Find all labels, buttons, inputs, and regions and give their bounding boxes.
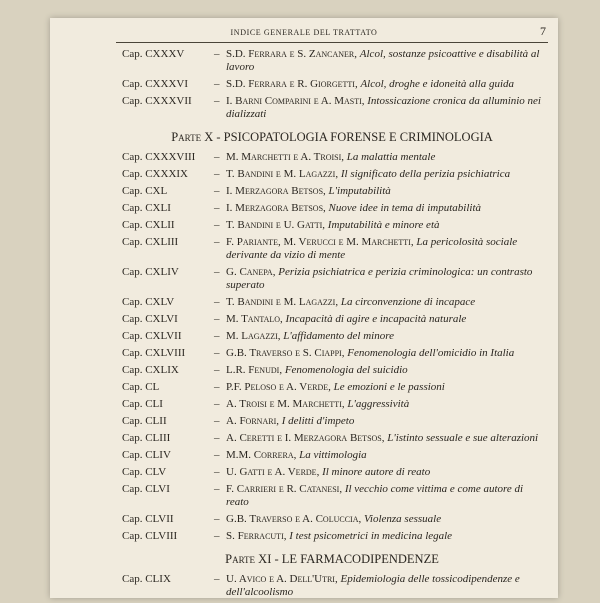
entry-body <box>226 151 542 164</box>
chapter-title: Alcol, sostanze psicoattive e disabilità al lavoro <box>226 48 540 73</box>
chapter-number: Cap. CL <box>122 381 160 393</box>
entry-comma: , <box>354 78 361 90</box>
toc-entry <box>122 483 542 509</box>
entry-dash: – <box>214 95 220 107</box>
chapter-title: Nuove idee in tema di imputabilità <box>328 202 481 214</box>
part-heading <box>122 553 542 566</box>
chapter-authors: S.D. Ferrara e S. Zancaner <box>226 48 355 60</box>
chapter-number: Cap. CLI <box>122 398 163 410</box>
chapter-number: Cap. CLVII <box>122 513 174 525</box>
chapter-title: Fenomenologia dell'omicidio in Italia <box>347 347 515 359</box>
chapter-authors: G.B. Traverso e A. Coluccia <box>226 513 359 525</box>
chapter-authors: U. Gatti e A. Verde <box>226 466 317 478</box>
toc-entry <box>122 330 542 343</box>
running-head: INDICE GENERALE DEL TRATTATO <box>230 28 378 37</box>
chapter-authors: I. Merzagora Betsos <box>226 185 324 197</box>
chapter-authors: I. Barni Comparini e A. Masti <box>226 95 362 107</box>
entry-dash: – <box>214 151 220 163</box>
toc-entry <box>122 168 542 181</box>
chapter-number: Cap. CXLII <box>122 219 175 231</box>
chapter-title: Imputabilità e minore età <box>327 219 440 231</box>
chapter-authors: M. Lagazzi <box>226 330 278 342</box>
toc-entry <box>122 449 542 462</box>
entry-body <box>226 415 542 428</box>
entry-dash: – <box>214 483 220 495</box>
entry-comma: , <box>283 530 290 542</box>
chapter-number: Cap. CLVI <box>122 483 170 495</box>
toc-entry <box>122 48 542 74</box>
chapter-authors: T. Bandini e M. Lagazzi <box>226 168 336 180</box>
entry-body <box>226 236 542 262</box>
chapter-title: Fenomenologia del suicidio <box>284 364 408 376</box>
chapter-authors: S.D. Ferrara e R. Giorgetti <box>226 78 355 90</box>
entry-body <box>226 78 542 91</box>
chapter-number: Cap. CLIX <box>122 573 171 585</box>
toc-entry <box>122 219 542 232</box>
chapter-title: Il vecchio come vittima e come autore di reato <box>226 483 524 508</box>
toc-entry <box>122 347 542 360</box>
header-rule <box>116 42 548 43</box>
entry-body <box>226 266 542 292</box>
chapter-number: Cap. CLIII <box>122 432 171 444</box>
chapter-title: L'istinto sessuale e sue alterazioni <box>387 432 539 444</box>
toc-entry <box>122 266 542 292</box>
entry-comma: , <box>328 381 334 393</box>
chapter-title: Perizia psichiatrica e perizia criminologica: un contrasto superato <box>226 266 533 291</box>
chapter-title: I delitti d'impeto <box>281 415 355 427</box>
entry-body <box>226 202 542 215</box>
entry-body <box>226 185 542 198</box>
table-of-contents <box>122 48 542 603</box>
chapter-title: L'imputabilità <box>328 185 391 197</box>
chapter-number: Cap. CXL <box>122 185 168 197</box>
chapter-number: Cap. CXLI <box>122 202 171 214</box>
entry-dash: – <box>214 432 220 444</box>
part-separator: - <box>213 130 224 144</box>
entry-comma: , <box>293 449 300 461</box>
chapter-number: Cap. CXLVIII <box>122 347 186 359</box>
entry-dash: – <box>214 364 220 376</box>
entry-comma: , <box>381 432 388 444</box>
toc-entry <box>122 573 542 599</box>
entry-dash: – <box>214 236 220 248</box>
part-title: LE FARMACODIPENDENZE <box>281 552 439 566</box>
entry-body <box>226 483 542 509</box>
toc-entry <box>122 202 542 215</box>
chapter-authors: A. Ceretti e I. Merzagora Betsos <box>226 432 382 444</box>
chapter-number: Cap. CXXXV <box>122 48 185 60</box>
part-title: PSICOPATOLOGIA FORENSE E CRIMINOLOGIA <box>223 130 493 144</box>
toc-entry <box>122 185 542 198</box>
chapter-authors: F. Pariante, M. Verucci e M. Marchetti <box>226 236 411 248</box>
chapter-number: Cap. CXLIV <box>122 266 179 278</box>
chapter-number: Cap. CXXXVII <box>122 95 192 107</box>
book-page <box>50 18 558 598</box>
entry-comma: , <box>323 185 329 197</box>
entry-body <box>226 219 542 232</box>
entry-comma: , <box>272 266 279 278</box>
entry-comma: , <box>358 513 364 525</box>
entry-body <box>226 466 542 479</box>
chapter-authors: G.B. Traverso e S. Ciappi <box>226 347 342 359</box>
entry-comma: , <box>410 236 417 248</box>
chapter-number: Cap. CXLVII <box>122 330 182 342</box>
toc-entry <box>122 398 542 411</box>
toc-entry <box>122 296 542 309</box>
entry-dash: – <box>214 185 220 197</box>
entry-comma: , <box>341 398 348 410</box>
chapter-title: L'affidamento del minore <box>283 330 394 342</box>
entry-body <box>226 296 542 309</box>
entry-dash: – <box>214 168 220 180</box>
toc-entry <box>122 236 542 262</box>
toc-entry <box>122 364 542 377</box>
entry-dash: – <box>214 202 220 214</box>
chapter-number: Cap. CXLV <box>122 296 175 308</box>
entry-body <box>226 573 542 599</box>
entry-body <box>226 330 542 343</box>
chapter-number: Cap. CLII <box>122 415 167 427</box>
toc-entry <box>122 381 542 394</box>
entry-comma: , <box>341 347 348 359</box>
chapter-authors: M. Tantalo <box>226 313 281 325</box>
entry-body <box>226 168 542 181</box>
page-number: 7 <box>540 24 546 38</box>
entry-body <box>226 48 542 74</box>
toc-entry <box>122 78 542 91</box>
entry-dash: – <box>214 513 220 525</box>
entry-comma: , <box>322 219 328 231</box>
part-label: Parte XI <box>225 552 272 566</box>
chapter-title: L'aggressività <box>347 398 410 410</box>
entry-dash: – <box>214 381 220 393</box>
entry-body <box>226 347 542 360</box>
entry-comma: , <box>335 168 341 180</box>
entry-dash: – <box>214 415 220 427</box>
part-heading <box>122 131 542 144</box>
chapter-title: Alcol, droghe e idoneità alla guida <box>360 78 515 90</box>
entry-comma: , <box>316 466 323 478</box>
chapter-authors: G. Canepa <box>226 266 273 278</box>
entry-comma: , <box>279 364 285 376</box>
toc-entry <box>122 313 542 326</box>
chapter-number: Cap. CXLIII <box>122 236 179 248</box>
entry-dash: – <box>214 573 220 585</box>
toc-entry <box>122 151 542 164</box>
chapter-number: Cap. CXLVI <box>122 313 178 325</box>
chapter-title: La vittimologia <box>299 449 367 461</box>
entry-comma: , <box>323 202 329 214</box>
chapter-authors: T. Bandini e U. Gatti <box>226 219 323 231</box>
entry-dash: – <box>214 313 220 325</box>
chapter-title: Intossicazione cronica da alluminio nei dializzati <box>226 95 541 120</box>
entry-dash: – <box>214 330 220 342</box>
entry-comma: , <box>339 483 345 495</box>
entry-comma: , <box>335 296 341 308</box>
entry-body <box>226 398 542 411</box>
part-separator: - <box>271 552 282 566</box>
toc-entry <box>122 466 542 479</box>
chapter-number: Cap. CXLIX <box>122 364 179 376</box>
entry-dash: – <box>214 296 220 308</box>
part-label: Parte X <box>171 130 214 144</box>
entry-body <box>226 530 542 543</box>
entry-comma: , <box>354 48 360 60</box>
chapter-number: Cap. CLV <box>122 466 167 478</box>
toc-entry <box>122 415 542 428</box>
entry-comma: , <box>280 313 286 325</box>
entry-body <box>226 313 542 326</box>
entry-body <box>226 513 542 526</box>
entry-dash: – <box>214 398 220 410</box>
chapter-title: Il minore autore di reato <box>322 466 431 478</box>
entry-body <box>226 432 542 445</box>
chapter-title: Violenza sessuale <box>363 513 442 525</box>
chapter-title: Incapacità di agire e incapacità naturale <box>285 313 467 325</box>
toc-entry <box>122 432 542 445</box>
entry-comma: , <box>341 151 347 163</box>
toc-entry <box>122 530 542 543</box>
chapter-authors: M. Marchetti e A. Troisi <box>226 151 342 163</box>
toc-entry <box>122 513 542 526</box>
chapter-authors: S. Ferracuti <box>226 530 284 542</box>
chapter-number: Cap. CLIV <box>122 449 171 461</box>
chapter-number: Cap. CXXXIX <box>122 168 188 180</box>
entry-dash: – <box>214 266 220 278</box>
chapter-title: Il significato della perizia psichiatrica <box>340 168 511 180</box>
entry-dash: – <box>214 78 220 90</box>
chapter-number: Cap. CXXXVI <box>122 78 188 90</box>
chapter-title: Le emozioni e le passioni <box>333 381 445 393</box>
chapter-title: La malattia mentale <box>346 151 436 163</box>
chapter-title: La pericolosità sociale derivante da vizio di mente <box>226 236 518 261</box>
chapter-title: La circonvenzione di incapace <box>340 296 476 308</box>
chapter-authors: I. Merzagora Betsos <box>226 202 324 214</box>
entry-comma: , <box>276 415 282 427</box>
entry-body <box>226 95 542 121</box>
entry-body <box>226 449 542 462</box>
chapter-authors: L.R. Fenudi <box>226 364 280 376</box>
entry-dash: – <box>214 466 220 478</box>
chapter-authors: A. Troisi e M. Marchetti <box>226 398 342 410</box>
entry-body <box>226 364 542 377</box>
chapter-authors: T. Bandini e M. Lagazzi <box>226 296 336 308</box>
chapter-authors: F. Carrieri e R. Catanesi <box>226 483 340 495</box>
entry-comma: , <box>277 330 284 342</box>
chapter-number: Cap. CLVIII <box>122 530 178 542</box>
entry-comma: , <box>361 95 368 107</box>
entry-comma: , <box>334 573 341 585</box>
entry-dash: – <box>214 48 220 60</box>
chapter-number: Cap. CXXXVIII <box>122 151 196 163</box>
entry-dash: – <box>214 449 220 461</box>
toc-entry <box>122 95 542 121</box>
entry-dash: – <box>214 530 220 542</box>
chapter-authors: U. Avico e A. Dell'Utri <box>226 573 335 585</box>
entry-body <box>226 381 542 394</box>
chapter-title: I test psicometrici in medicina legale <box>289 530 453 542</box>
entry-dash: – <box>214 219 220 231</box>
entry-dash: – <box>214 347 220 359</box>
chapter-authors: M.M. Correra <box>226 449 294 461</box>
chapter-authors: P.F. Peloso e A. Verde <box>226 381 329 393</box>
chapter-authors: A. Fornari <box>226 415 277 427</box>
chapter-title: Epidemiologia delle tossicodipendenze e dell'alcoolismo <box>226 573 520 598</box>
